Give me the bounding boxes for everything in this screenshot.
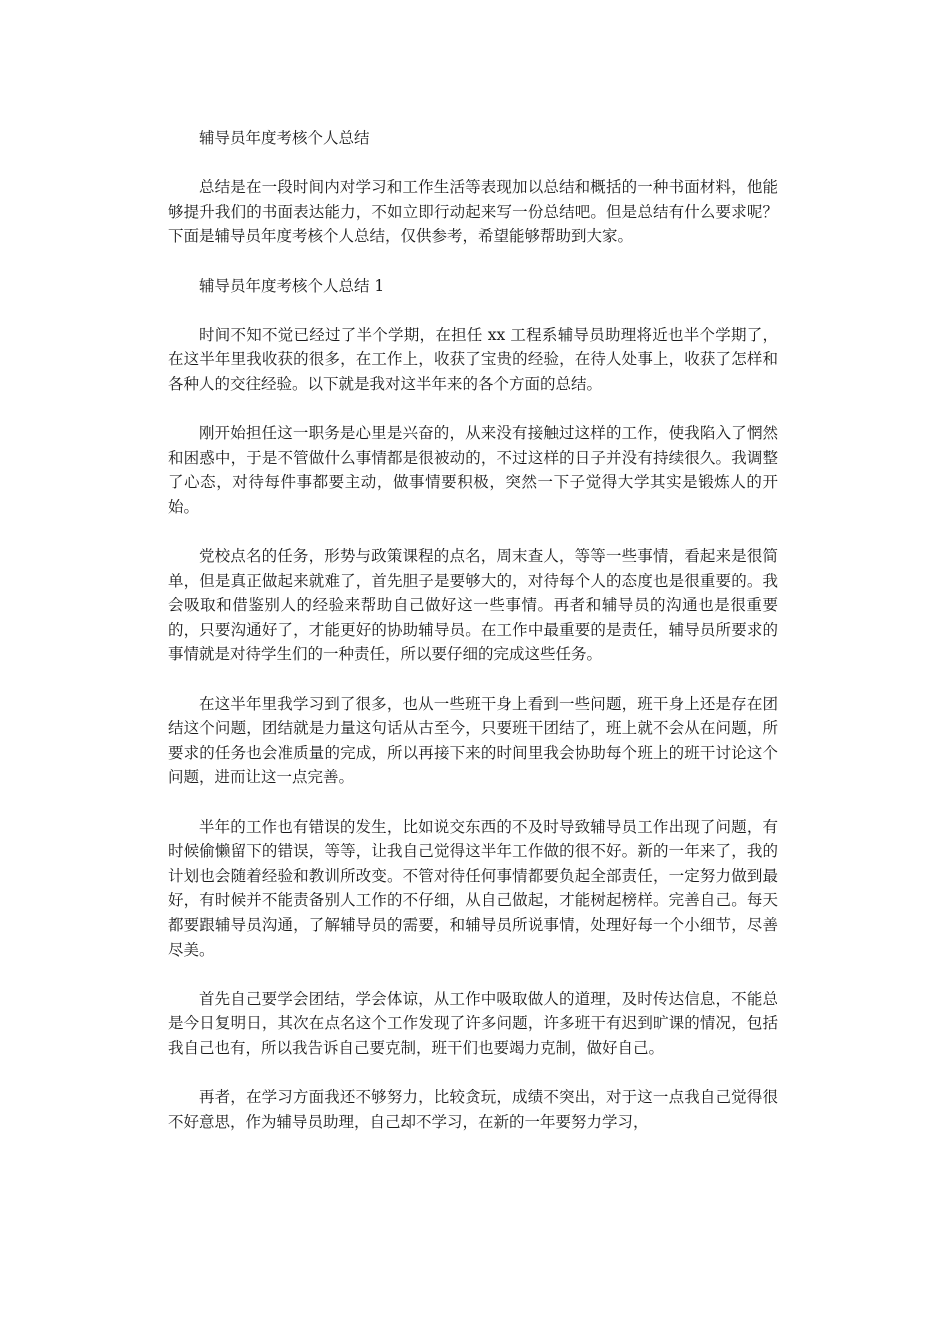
intro-paragraph: 总结是在一段时间内对学习和工作生活等表现加以总结和概括的一种书面材料，他能够提升我们的书面表达能力，不如立即行动起来写一份总结吧。但是总结有什么要求呢？下面是辅导员年度考核个人总结，仅供参考，希望能够帮助到大家。: [168, 178, 778, 246]
body-paragraph: 刚开始担任这一职务是心里是兴奋的，从来没有接触过这样的工作，使我陷入了惘然和困惑中，于是不管做什么事情都是很被动的，不过这样的日子并没有持续很久。我调整了心态，对待每件事都要主动，做事情要积极，突然一下子觉得大学其实是锻炼人的开始。: [168, 424, 778, 516]
section-title: 辅导员年度考核个人总结 1: [199, 276, 385, 295]
body-paragraph: 在这半年里我学习到了很多，也从一些班干身上看到一些问题，班干身上还是存在团结这个问题，团结就是力量这句话从古至今，只要班干团结了，班上就不会从在问题，所要求的任务也会准质量的完成，所以再接下来的时间里我会协助每个班上的班干讨论这个问题，进而让这一点完善。: [168, 694, 778, 787]
body-paragraph: 时间不知不觉已经过了半个学期，在担任 xx 工程系辅导员助理将近也半个学期了，在这半年里我收获的很多，在工作上，收获了宝贵的经验，在待人处事上，收获了怎样和各种人的交往经验。以下就是我对这半年来的各个方面的总结。: [168, 325, 778, 393]
document-title: 辅导员年度考核个人总结: [199, 129, 370, 147]
body-paragraph: 半年的工作也有错误的发生，比如说交东西的不及时导致辅导员工作出现了问题，有时候偷懒留下的错误，等等，让我自己觉得这半年工作做的很不好。新的一年来了，我的计划也会随着经验和教训所改变。不管对待任何事情都要负起全部责任，一定努力做到最好，有时候并不能责备别人工作的不仔细，从自己做起，才能树起榜样。完善自己。每天都要跟辅导员沟通，了解辅导员的需要，和辅导员所说事情，处理好每一个小细节，尽善尽美。: [168, 817, 778, 959]
body-paragraph: 党校点名的任务，形势与政策课程的点名，周末查人，等等一些事情，看起来是很简单，但是真正做起来就难了，首先胆子是要够大的，对待每个人的态度也是很重要的。我会吸取和借鉴别人的经验来帮助自己做好这一些事情。再者和辅导员的沟通也是很重要的，只要沟通好了，才能更好的协助辅导员。在工作中最重要的是责任，辅导员所要求的事情就是对待学生们的一种责任，所以要仔细的完成这些任务。: [168, 547, 778, 664]
body-paragraph: 首先自己要学会团结，学会体谅，从工作中吸取做人的道理，及时传达信息，不能总是今日复明日，其次在点名这个工作发现了许多问题，许多班干有迟到旷课的情况，包括我自己也有，所以我告诉自己要克制，班干们也要竭力克制，做好自己。: [168, 989, 778, 1057]
body-paragraph: 再者，在学习方面我还不够努力，比较贪玩，成绩不突出，对于这一点我自己觉得很不好意思，作为辅导员助理，自己却不学习，在新的一年要努力学习，: [168, 1088, 778, 1131]
document-body: [168, 126, 778, 1159]
